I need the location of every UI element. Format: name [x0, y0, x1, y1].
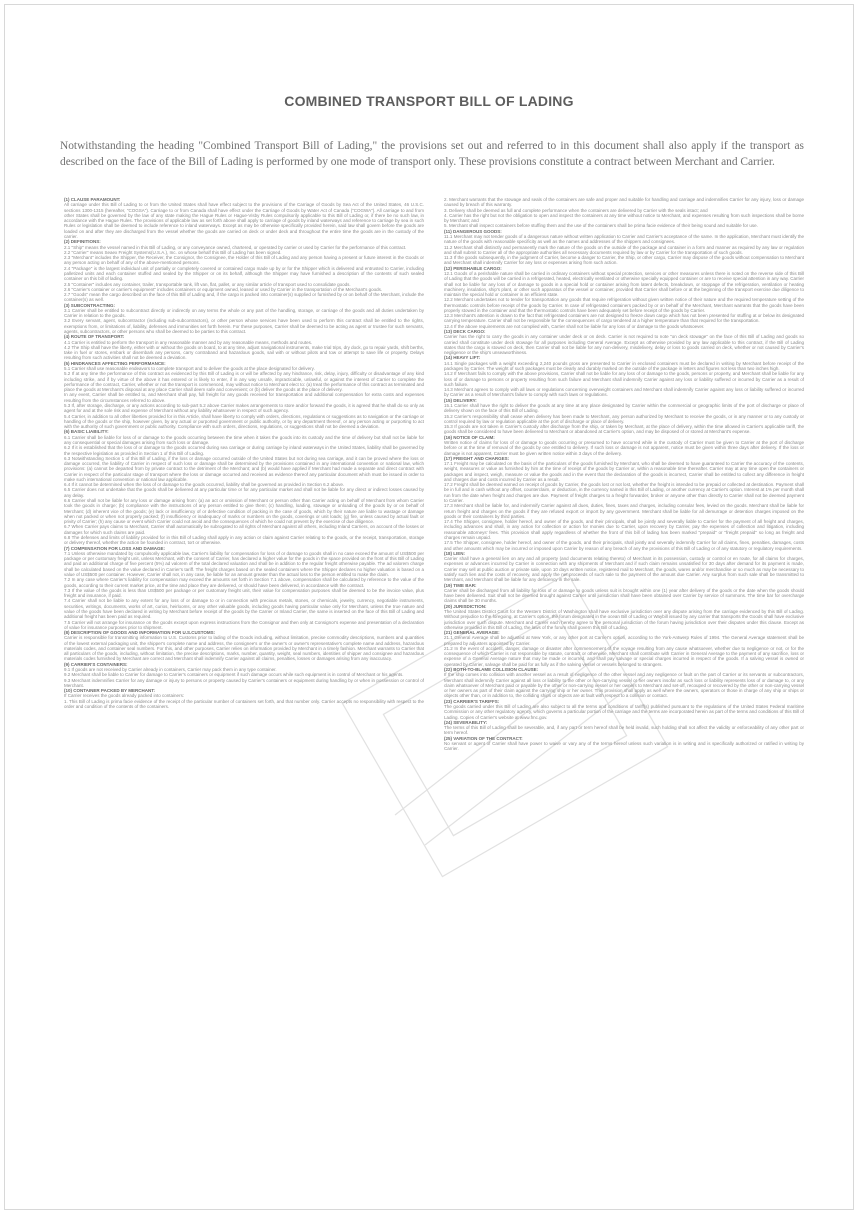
- clause-text: 2.2 "Carrier" means Seaex Freight Systems(U.S.A.), Inc. on whose behalf this Bill of Lading has been signed.: [64, 249, 282, 255]
- clause-text: Carrier is responsible for transmitting information to U.S. Customs prior to lading of the Goods including, without limitation, precise commodity descriptions, numbers and quantities of the lowest external packaging unit, the shipper's complete name and address, the consignee's or the owner's or owner's representative's complete name and address, hazardous materials codes, and container seal numbers. For this, and other purposes, Carrier relies on information provided by Merchant in a timely fashion. Merchant warrants to Carrier that all particulars of the goods, including, without limitation, the precise descriptions, marks, number, quantity, weight, seal numbers, identities of shipper and consignee and hazardous materials codes furnished by Merchant are correct and Merchant shall indemnify Carrier against all claims, penalties, losses or damages arising from any inaccuracy.: [64, 635, 424, 662]
- right-clause-paragraph: [444, 725, 804, 736]
- clause-heading: (16) NOTICE OF CLAIM:: [444, 434, 495, 440]
- left-clause-paragraph: [64, 620, 424, 631]
- left-clause-paragraph: [64, 255, 424, 266]
- clause-text: 14.2 If Merchant fails to comply with the above provisions, Carrier shall not be liable for any loss of or damage to the goods, persons or property, and Merchant shall be liable for any loss of or damage to persons or property resulting from such failure and Merchant shall indemnify Carrier against any loss or liability suffered or incurred by Carrier as a result of such failure.: [444, 371, 804, 387]
- left-clause-paragraph: [64, 266, 424, 282]
- clause-text: 7.2 In any case where Carrier's liability for compensation may exceed the amounts set forth in Section 7.1 above, compensation shall be calculated by reference to the value of the goods, according to their current market price, at the time and place they are delivered, or should have been delivered, in accordance with the contract.: [64, 577, 424, 588]
- clause-heading: (21) GENERAL AVERAGE:: [444, 630, 500, 636]
- clause-text: No servant or agent of Carrier shall have power to waive or vary any of the terms hereof unless such variation is in writing and is specifically authorized or ratified in writing by Carrier.: [444, 740, 804, 752]
- clause-text: 2.1 "Ship" means the vessel named in this Bill of Lading, or any conveyance owned, chartered, or operated by carrier or used by Carrier for the performance of this contract.: [64, 244, 407, 250]
- clause-text: 6.5 Carrier does not undertake that the goods shall be delivered at any particular time or for any particular market and shall not be liable for any direct or indirect losses caused by any delay.: [64, 487, 424, 498]
- clause-heading: (23) CARRIER'S TARIFFS:: [444, 698, 500, 704]
- clause-text: 17.1 Freight may be calculated on the basis of the particulars of the goods furnished by Merchant, who shall be deemed to have guaranteed to Carrier the accuracy of the contents, weight, measures or value as furnished by him at the time of receipt of the goods by Carrier or, within a reasonable time thereafter. Carrier may at any time open the containers or packages and inspect, weigh, measure or value the goods and in the event that the declaration of the goods is incorrect, Carrier shall be entitled to collect any difference in freight and charges due and costs incurred by Carrier as a result.: [444, 461, 804, 482]
- clause-heading: (5) HINDRANCES AFFECTING PERFORMANCE:: [64, 360, 166, 366]
- clause-heading: (11) DANGEROUS GOODS:: [444, 228, 502, 234]
- clause-text: 3.2 Every servant, agent, subcontractor (including sub-subcontractors), or other person whose services have been used to perform this contract shall be entitled to the rights, exemptions from, or limitations of, liability, defenses and immunities set forth herein. For these purposes, Carrier shall be deemed to be acting as agent or trustee for such servants, agents, subcontractors, or other persons who shall be deemed to be parties to this contract.: [64, 318, 424, 335]
- clause-text: If the ship comes into collision with another vessel as a result of negligence of the other vessel and any negligence or fault on the part of Carrier or its servants or subcontractors, Merchant shall indemnify Carrier against all loss or liability to the other or non-carrying vessel or her owners insofar as such loss or liability represents loss of or damage to, or any claim whatsoever of Merchant paid or payable by the other or non-carrying vessel or her owners to Merchant and set-off, recouped or recovered by the other or non-carrying vessel or her owners as part of their claim against the carrying ship or her owner. This provision shall apply as well where the owners, operators or those in charge of any ship or ships or objects other than, or in addition to, the colliding ships or objects are at fault with respect to a collision or contact.: [444, 672, 804, 699]
- clause-text: 9.1 If goods are not received by Carrier already in containers, Carrier may pack them in any type container.: [64, 667, 277, 673]
- right-clause-paragraph: [444, 197, 804, 208]
- left-clause-paragraph: [64, 524, 424, 535]
- left-clause-paragraph: [64, 403, 424, 414]
- left-clause-paragraph: [64, 292, 424, 303]
- left-clause-paragraph: [64, 371, 424, 392]
- clause-heading: (17) FREIGHT AND CHARGES:: [444, 455, 510, 461]
- right-clause-paragraph: [444, 556, 804, 582]
- clause-text: 12.1 Goods of a perishable nature shall be carried in ordinary containers without special protection, services or other measures unless there is noted on the reverse side of this Bill of Lading that the goods will be carried in a refrigerated, heated, electrically ventilated or otherwise specially equipped container or are to receive special attention in any way. Carrier shall not be liable for any loss of or damage to goods in a special hold or container arising from latent defects, breakdown, or stoppage of the refrigeration, ventilation or heating machinery, insulation, ship's plant, or other such apparatus of the vessel or container, provided that Carrier shall before or at the beginning of the transport exercise due diligence to maintain the special hold or container in an efficient state.: [444, 270, 804, 298]
- clause-text: 4.2 The Ship shall have the liberty, either with or without the goods on board, to at any time, adjust navigational instruments, make trial trips, dry dock, go to repair yards, shift berths, take in fuel or stores, embark or disembark any persons, carry contraband and hazardous goods, sail with or without pilots and tow or attempt to save life or property. Delays resulting from such activities shall not be deemed a deviation.: [64, 344, 424, 361]
- clause-text: 2.3 "Merchant" includes the Shipper, the Receiver, the Consignor, the Consignee, the Holder of this Bill of Lading and any person having a present or future interest in the Goods or any person acting on behalf of any of the above-mentioned persons.: [64, 255, 424, 266]
- clause-text: 2.4 "Package" is the largest individual unit of partially or completely covered or contained cargo made up by or for the Shipper which is delivered and entrusted to Carrier, including palletized units and each container stuffed and sealed by the Shipper or on its behalf, although the Shipper may have furnished a description of the contents of such sealed container on this bill of lading.: [64, 265, 424, 282]
- clause-heading: (8) DESCRIPTION OF GOODS AND INFORMATION FOR U.S.CUSTOMS:: [64, 630, 216, 636]
- left-clause-paragraph: [64, 308, 424, 319]
- right-clause-paragraph: [444, 482, 804, 503]
- clause-text: 14.1 Single packages with a weight exceeding 2,240 pounds gross are presented to Carrier in enclosed containers must be declared in writing by Merchant before receipt of the packages by Carrier. The weight of such packages must be clearly and durably marked on the outside of the package in letters and figures not less than two inches high.: [444, 360, 804, 371]
- right-clause-paragraph: [444, 245, 804, 256]
- clause-heading: (20) JURISDICTION:: [444, 603, 487, 609]
- left-clause-paragraph: [64, 197, 424, 239]
- left-clause-paragraph: [64, 598, 424, 619]
- right-clause-paragraph: [444, 704, 804, 720]
- clause-text: 7.4 Carrier shall not be liable to any extent for any loss of or damage to or in connection with precious metals, stones, or chemicals, jewelry, currency, negotiable instruments, securities, writings, documents, works of art, curios, heirlooms, or any other valuable goods, including goods having particular value only for Merchant, unless the true nature and value of the goods have been declared in writing by Merchant before receipt of the goods by the Carrier or Inland Carrier, the same is inserted on the face of this Bill of Lading and additional freight has been paid as required.: [64, 598, 424, 620]
- clause-text: 17.5 The Shipper, consignee, holder hereof, and owner of the goods, and their principals, shall jointly and severally indemnify Carrier for all claims, fines, penalties, damages, costs and other amounts which may be incurred or imposed upon Carrier by reason of any breach of any the provisions of this Bill of Lading or of any statutory or regulatory requirements.: [444, 540, 804, 551]
- right-clause-paragraph: [444, 234, 804, 245]
- right-clause-paragraph: [444, 334, 804, 355]
- clause-text: 5. Merchant shall inspect containers before stuffing them and the use of the containers shall be prima facie evidence of their being sound and suitable for use.: [444, 223, 758, 229]
- left-clause-paragraph: [64, 498, 424, 524]
- clause-text: 7.3 If the value of the goods is less than US$500 per package or per customary freight unit, their value for compensation purposes shall be deemed to be the invoice value, plus freight and insurance, if paid.: [64, 587, 424, 599]
- clause-text: 15.2 Carrier's responsibility shall cease when delivery has been made to Merchant, any person authorized by Merchant to receive the goods, or in any manner or to any custody or control required by law or regulation applicable at the port of discharge or place of delivery.: [444, 413, 804, 424]
- right-clause-paragraph: [444, 646, 804, 667]
- left-clause-paragraph: [64, 535, 424, 546]
- terms-right-column: [444, 197, 804, 1203]
- clause-text: 5.2 If at any time the performance of this contract as evidenced by this Bill of Lading is or will be affected by any hindrance, risk, delay, injury, difficulty or disadvantage of any kind including strike, and if by virtue of the above it has entered or is likely to enter, if in any way unsafe, impracticable, unlawful, or against the interest of Carrier to complete the performance of the contract, Carrier, whether or not the transport is commenced, may without notice to Merchant elect to: (a) treat the performance of this contract as terminated and place the goods at Merchant's disposal at any place Carrier shall deem safe and convenient; or (b) deliver the goods at the place of delivery.: [64, 371, 424, 393]
- right-clause-paragraph: [444, 297, 804, 313]
- clause-text: 2.6 "Carrier's container or carrier's equipment" includes containers or equipment owned, leased or used by Carrier in the transportation of the Merchant's goods.: [64, 286, 383, 292]
- clause-text: 11.2 Merchant shall distinctly and permanently mark the nature of the goods on the outside of the package and container in a form and manner as required by any law or regulation and shall submit to Carrier all of the appropriate authorities all necessary documents required by law or by Carrier for the transportation of such goods.: [444, 244, 804, 255]
- clause-text: 2.7 "Goods" mean the cargo described on the face of this Bill of Lading and, if the cargo is packed into container(s) supplied or furnished by or on behalf of the Merchant, include the container(s) as well.: [64, 292, 424, 303]
- left-clause-paragraph: [64, 551, 424, 577]
- left-clause-paragraph: [64, 445, 424, 456]
- clause-heading: (4) ROUTE OF TRANSPORT:: [64, 334, 125, 340]
- terms-left-column: [64, 197, 424, 1203]
- left-clause-paragraph: [64, 345, 424, 361]
- clause-text: 15.3 If goods are not taken in Carrier's custody after discharge from the ship, or taken by Merchant, at the place of delivery, within the time allowed in Carrier's applicable tariff, the goods shall be considered to have been delivered to Merchant or abandoned at Carrier's option, and may be disposed of or stored at Merchant's expense.: [444, 424, 804, 435]
- right-clause-paragraph: [444, 440, 804, 456]
- left-clause-paragraph: [64, 392, 424, 403]
- clause-heading: (10) CONTAINER PACKED BY MERCHANT:: [64, 688, 156, 694]
- document-page: [4, 4, 854, 1210]
- right-clause-paragraph: [444, 519, 804, 540]
- right-clause-paragraph: [444, 271, 804, 297]
- clause-heading: (6) BASIC LIABILITY:: [64, 429, 109, 435]
- clause-text: 2.5 "Container" includes any container, trailer, transportable tank, lift van, flat, pallet, or any similar article of transport used to consolidate goods.: [64, 281, 351, 287]
- clause-text: 12.2 Merchant undertakes not to tender for transportation any goods that require refrigeration without given written notice of their nature and the required temperature setting of the thermostatic controls before receipt of the goods by Carrier. In case of refrigerated containers packed by or on behalf of the Merchant, Merchant warrants that the goods have been properly stowed in the container and that the thermostatic controls have been adequately set before receipt of the goods by Carrier.: [444, 297, 804, 313]
- right-clause-paragraph: [444, 424, 804, 435]
- right-clause-paragraph: [444, 588, 804, 604]
- clause-heading: (7) COMPENSATION FOR LOSS AND DAMAGE:: [64, 545, 165, 551]
- clause-heading: (25) VARIATION OF THE CONTRACT:: [444, 735, 523, 741]
- right-clause-paragraph: [444, 672, 804, 698]
- left-clause-paragraph: [64, 699, 424, 710]
- clause-text: All carriage under this Bill of Lading to or from the United States shall have effect subject to the provisions of the Carriage of Goods by Sea Act of the United States, 46 U.S.C. sections 1300-1315 (hereafter, "COGSA"). Carriage to or from Canada shall have effect under the Carriage of Goods by Water Act of Canada ("COGWA"). All carriage to and from other States shall be governed by the law of any state making the Hague Rules or Hague-Visby Rules compulsorily applicable to this Bill of Lading or, if there be no such law, in accordance with the Hague Rules. The provisions of applicable law as set forth above shall apply to carriage of goods by inland waterways and reference to carriage by sea in such Rules or legislation shall be deemed to include reference to inland waterways. Except as may be otherwise specifically provided herein, said law shall govern before the goods are loaded on and after they are discharged from the vessel whether the goods are carried on deck or under deck and throughout the entire time the goods are in the custody of the carrier.: [64, 202, 424, 239]
- right-clause-paragraph: [444, 741, 804, 752]
- left-clause-paragraph: [64, 414, 424, 430]
- clause-text: Carrier shall be discharged from all liability for loss of or damage to goods unless suit is brought within one (1) year after delivery of the goods or the date when the goods should have been delivered. Suit shall not be deemed brought against Carrier until jurisdiction shall have been obtained over Carrier by service of summons. The time bar for overcharge claims shall be 30 months.: [444, 587, 804, 604]
- clause-heading: (13) DECK CARGO:: [444, 329, 486, 335]
- clause-text: 3. Delivery shall be deemed as full and complete performance when the containers are delivered by Carrier with the seals intact; and: [444, 207, 708, 213]
- clause-text: 9.2 Merchant shall be liable to Carrier for damage to Carrier's containers or equipment if such damage occurs while such equipment is in control of Merchant or his agents.: [64, 672, 404, 678]
- right-clause-paragraph: [444, 609, 804, 630]
- clause-text: 17.4 The Shipper, consignee, holder hereof, and owner of the goods, and their principals, shall be jointly and severally liable to Carrier for the payment of all freight and charges, including advances and shall, in any action for collection or action for monies due to Carrier, upon recovery by Carrier, pay the expenses of collection and litigation, including reasonable attorneys' fees. This provision shall apply regardless of whether the front of this bill of lading has been marked "prepaid" or "freight prepaid" so long as freight and charges remain unpaid.: [444, 519, 804, 540]
- right-clause-paragraph: [444, 503, 804, 519]
- clause-heading: (12) PERISHABLE CARGO:: [444, 265, 502, 271]
- clause-text: 15.1 Carrier shall have the right to deliver the goods at any time at any place designated by Carrier within the commercial or geographic limits of the port of discharge or place of delivery shown on the face of this Bill of Lading.: [444, 402, 804, 414]
- clause-text: 11.3 If the goods subsequently, in the judgment of Carrier, become a danger to Carrier, the Ship, or other cargo, Carrier may dispose of the goods without compensation to Merchant and Merchant shall indemnify Carrier for any loss or expenses arising from such action.: [444, 255, 804, 266]
- clause-heading: (2) DEFINITIONS:: [64, 239, 101, 245]
- clause-text: 5.3 If, after storage, discharge, or any actions according to sub-part 5.2 above Carrier makes arrangements to store and/or forward the goods, it is agreed that he shall do so only as agent for and at the sole risk and expense of Merchant without any liability whatsoever in respect of such agency.: [64, 402, 424, 414]
- clause-text: 6.2 If it is established that the loss of or damage to the goods occurred during sea carriage or during carriage by inland waterways in the United States, liability shall be governed by the respective legislation as provided in Section 1 of this Bill of Lading.: [64, 445, 424, 456]
- clause-heading: (9) CARRIER'S CONTAINERS:: [64, 661, 128, 667]
- right-clause-paragraph: [444, 540, 804, 551]
- right-clause-paragraph: [444, 361, 804, 372]
- clause-text: The goods carried under this Bill of Lading are also subject to all the terms and conditions of tariff(s) published pursuant to the regulations of the United States Federal maritime Commission or any other regulatory agency, which governs a particular portion of the carriage and the terms are incorporated herein as part of the terms and conditions of this Bill of Lading. Copies of Carrier's website at www.fmc.gov.: [444, 704, 804, 720]
- clause-text: If Carrier receives the goods already packed into containers:: [64, 693, 185, 699]
- clause-text: 7.1 Unless otherwise mandated by compulsorily applicable law, Carrier's liability for compensation for loss of or damage to goods shall in no case exceed the amount of US$500 per package or per customary freight unit, unless Merchant, with the consent of Carrier, has declared a higher value for the goods in the space provided on the front of this Bill of Lading and paid an additional charge of five percent (5%) ad valorem of the total declared valuation and shall be in addition to the regular freight otherwise payable. The ad valorem charge shall be calculated based on the value declared in Carrier's tariff. The freight charges based on the sealed containers where the Shipper declares no higher valuation is based on a value of US$500 per container. However, Carrier shall not, in any case, be liable for an amount greater than the actual loss to the person entitled to make the claim.: [64, 550, 424, 577]
- document-title: COMBINED TRANSPORT BILL OF LADING: [284, 93, 574, 109]
- clause-heading: (14) HEAVY LIFT:: [444, 355, 481, 361]
- clause-heading: (3) SUBCONTRACTING:: [64, 302, 115, 308]
- right-clause-paragraph: [444, 414, 804, 425]
- terms-columns: [64, 197, 804, 1203]
- clause-text: 6.6 Carrier shall not be liable for any loss or damage arising from: (a) an act or omission of Merchant or person other than Carrier acting on behalf of Merchant from whom Carrier took the goods in charge; (b) compliance with the instructions of any person entitled to give them; (c) handling, loading, stowage or unloading of the goods by or on behalf of Merchant; (d) inherent vice of the goods; (e) lack or insufficiency of or defective condition of packing in the case of goods, which by their nature are liable to wastage or damage when not packed or when not properly packed; (f) insufficiency or inadequacy of marks or numbers on the goods, coverings or unit loads; (g) fire, unless caused by actual fault or privity of Carrier; (h) any cause or event which Carrier could not avoid and the consequences of which he could not prevent by the exercise of due diligence.: [64, 498, 424, 525]
- clause-text: Carrier has the right to carry the goods in any container under deck or on deck. Carrier is not required to note "on deck stowage" on the face of this Bill of Lading and goods so carried shall constitute under deck stowage for all purposes including General Average. Except as otherwise provided by any law applicable to this contract, if the Bill of Lading states that the cargo is stowed on deck, then Carrier shall not be liable for any non-delivery, misdelivery, delay or loss to goods carried on deck, whether or not caused by Carrier's negligence or the ship's unseaworthiness.: [444, 334, 804, 356]
- left-clause-paragraph: [64, 678, 424, 689]
- left-clause-paragraph: [64, 435, 424, 446]
- clause-text: 11.1 Merchant may not tender goods of a dangerous nature without written application to Carrier and Carrier's acceptance of the same. In the application, Merchant must identify the nature of the goods with reasonable specificity as well as the names and addresses of the shippers and consignees.: [444, 233, 804, 245]
- clause-text: 3.1 Carrier shall be entitled to subcontract directly or indirectly on any terms the whole or any part of the handling, storage, or carriage of the goods and all duties undertaken by Carrier in relation to the goods.: [64, 307, 424, 319]
- clause-text: 21.2 In the event of accident, danger, damage or disaster after commencement of the voyage resulting from any cause whatsoever, whether due to negligence or not, or for the consequence of which Carrier is not responsible by statute, contract or otherwise, Merchant shall contribute with Carrier in General Average to the payment of any sacrifice, loss or expense of a General Average nature that may be made or incurred, and shall pay salvage or special charges incurred in respect of the goods. If a salving vessel is owned or operated by Carrier, salvage shall be paid for as fully as if the salving vessel or vessels belonged to strangers.: [444, 645, 804, 667]
- clause-text: The terms of this Bill of Lading shall be severable, and, if any part or term hereof shall be held invalid, such holding shall not affect the validity or enforceability of any other part or term hereof.: [444, 725, 804, 736]
- clause-text: 6.8 The defenses and limits of liability provided for in this Bill of Lading shall apply in any action or claim against Carrier relating to the goods, or the receipt, transportation, storage or delivery thereof, whether the action be founded in contract, tort or otherwise.: [64, 535, 424, 546]
- left-clause-paragraph: [64, 577, 424, 588]
- clause-text: Written notice of claims for loss of or damage to goods occurring or presumed to have occurred while in the custody of Carrier must be given to Carrier at the port of discharge before or at the time of removal of the goods by one entitled to delivery. If such loss or damage is not apparent, notice must be given within three days after delivery. If the loss or damage is not apparent, Carrier must be given written notice within 3 days of the delivery.: [444, 439, 804, 456]
- clause-heading: (22) BOTH-TO-BLAME COLLISION CLAUSE:: [444, 667, 539, 673]
- right-clause-paragraph: [444, 635, 804, 646]
- clause-heading: (19) TIME BAR:: [444, 582, 477, 588]
- clause-text: 12.3 Merchant's attention is drawn to the fact that refrigerated containers are not designed to freeze down cargo which has not been presented for stuffing at or below its designated carrying temperature. Carrier shall not be responsible for the consequences of cargo tendered at a higher temperature than that required for the transportation.: [444, 313, 804, 324]
- clause-text: In any event, Carrier shall be entitled to, and Merchant shall pay, full freight for any goods received for transportation and additional compensation for extra costs and expenses resulting from the circumstances referred to above.: [64, 392, 424, 403]
- clause-heading: (1) CLAUSE PARAMOUNT:: [64, 197, 121, 202]
- preamble-text: Notwithstanding the heading "Combined Transport Bill of Lading," the provisions set out and referred to in this document shall also apply if the transport as described on the face of the Bill of Lading is performed by one mode of transport only. These provisions constitute a contract between Merchant and Carrier.: [60, 140, 804, 168]
- left-clause-paragraph: [64, 487, 424, 498]
- clause-text: 5.4 Carrier, in addition to all other liberties provided for in this Article, shall have liberty to comply with orders, directions, regulations or suggestions as to navigation or the carriage or handling of the goods or the ship, however given, by any actual or purported government or public authority, or by any department thereof, or any person acting or purporting to act with the authority of such government or public authority. Compliance with such orders, directions, regulations, or suggestions shall not be deemed a deviation.: [64, 413, 424, 430]
- clause-text: 2. Merchant warrants that the stowage and seals of the containers are safe and proper and suitable for handling and carriage and indemnifies Carrier for any injury, loss or damage caused by breach of this warranty.: [444, 197, 804, 208]
- clause-text: 14.3 Merchant agrees to comply with all laws or regulations concerning overweight containers and Merchant shall indemnify Carrier against any loss or liability suffered or incurred by Carrier as a result of Merchant's failure to comply with such laws or regulations.: [444, 387, 804, 398]
- clause-text: 12.4 If the above requirements are not complied with, Carrier shall not be liable for any loss of or damage to the goods whatsoever.: [444, 323, 705, 329]
- clause-text: 4.1 Carrier is entitled to perform the transport in any reasonable manner and by any reasonable means, methods and routes.: [64, 339, 313, 345]
- clause-text: 9.3 Merchant indemnifies Carrier for any damage or injury to persons or property caused by Carrier's containers or equipment during handling by or when in possession or control of Merchant.: [64, 677, 424, 688]
- right-clause-paragraph: [444, 461, 804, 482]
- clause-text: 6.3 Notwithstanding Section 1 of this Bill of Lading, if the loss or damage occurred outside of the United States but not during sea carriage, and it can be proved where the loss or damage occurred, the liability of Carrier in respect of such loss or damage shall be determined by the provisions contained in any international convention or national law, which provisions: (a) cannot be departed from by private contract to the detriment of the Merchant; and (b) would have applied if Merchant had made a separate and direct contract with Carrier in respect of the particular stage of transport where the loss or damage occurred and received as evidence thereof any particular document which must be issued in order to make such international convention or national law applicable.: [64, 455, 424, 482]
- clause-text: 6.4 If it cannot be determined when the loss of or damage to the goods occurred, liability shall be governed as provided in Section 6.2 above.: [64, 482, 345, 488]
- clause-text: 4. Carrier has the right but not the obligation to open and inspect the containers at any time without notice to Merchant, and expenses resulting from such inspections shall be borne by Merchant; and: [444, 212, 804, 224]
- clause-text: 21.1 General Average shall be adjusted at New York, or any other port at Carrier's option, according to the York-Antwerp Rules of 1994. The General Average statement shall be prepared by adjusters appointed by Carrier.: [444, 635, 804, 646]
- clause-text: 6.7 When Carrier pays claims to Merchant, Carrier shall automatically be subrogated to all rights of Merchant against all others, including Inland Carriers, on account of the losses or damages for which such claims are paid.: [64, 524, 424, 535]
- clause-text: Carrier shall have a general lien on any and all property (and documents relating thereto) of Merchant in its possession, custody or control or en route, for all claims for charges, expenses or advances incurred by Carrier in connection with any shipments of Merchant and if such claim remains unsatisfied for 30 days after demand for its payment is made, Carrier may sell at public auction or private sale, upon 10 days written notice, registered mail to Merchant, the goods, wares and/or merchandise or so much as may be necessary to satisfy such lien and the costs of recovery, and apply the net proceeds of such sale to the payment of the amount due Carrier. Any surplus from such sale shall be transmitted to Merchant, and Merchant shall be liable for any deficiency in the sale.: [444, 556, 804, 583]
- clause-text: 7.5 Carrier will not arrange for insurance on the goods except upon express instructions from the Consignor and then only at Consignor's expense and presentation of a declaration of value for insurance purposes prior to shipment.: [64, 619, 424, 630]
- left-clause-paragraph: [64, 318, 424, 334]
- clause-text: The United States District Court for the Western District of Washington shall have exclusive jurisdiction over any dispute arising from the carriage evidenced by this Bill of Lading. Without prejudice to the foregoing, at Carrier's option, the forum designated in the ocean Bill of Lading or Waybill issued by any carrier that transports the Goods shall have exclusive jurisdiction over such dispute. Merchant and Carrier each hereby agree to the personal jurisdiction of the forum having jurisdiction over their disputes under this clause. Except as otherwise provided in this Bill of Lading, the laws of the forum shall govern this Bill of Lading.: [444, 608, 804, 630]
- right-clause-paragraph: [444, 403, 804, 414]
- left-clause-paragraph: [64, 635, 424, 661]
- clause-text: 17.3 Merchant shall be liable for, and indemnify Carrier against all dues, duties, fines, taxes and charges, including consular fees, levied on the goods. Merchant shall be liable for return freight and charges on the goods if they are refused export or import by any government. Merchant shall be liable for all demurrage or detention charges imposed on the goods or their containers by third parties.: [444, 503, 804, 519]
- clause-heading: (18) LIEN:: [444, 550, 466, 556]
- right-clause-paragraph: [444, 213, 804, 224]
- clause-text: 17.2 Freight shall be deemed earned on receipt of goods by Carrier, the goods lost or not lost, whether the freight is intended to be prepaid or collected at destination. Payment shall be in full and in cash without any offset, counterclaim, or deduction, in the currency named in this Bill of Lading, or another currency at Carrier's option. Interest at 1% per month shall run from the date when freight and charges are due. Payment of freight charges to a freight forwarder, broker or anyone other than directly to Carrier shall not be deemed payment to Carrier.: [444, 482, 804, 504]
- clause-heading: (15) DELIVERY:: [444, 397, 477, 403]
- left-clause-paragraph: [64, 588, 424, 599]
- right-clause-paragraph: [444, 313, 804, 324]
- left-clause-paragraph: [64, 456, 424, 482]
- clause-text: 5.1 Carrier shall use reasonable endeavors to complete transport and to deliver the goods at the place designated for delivery.: [64, 366, 315, 371]
- clause-heading: (24) SEVERABILITY:: [444, 719, 488, 725]
- right-clause-paragraph: [444, 371, 804, 387]
- clause-text: 1. This Bill of Lading is prima facie evidence of the receipt of the particular number of containers set forth, and that number only. Carrier accepts no responsibility with respect to the order and condition of the contents of the containers.: [64, 698, 424, 709]
- right-clause-paragraph: [444, 255, 804, 266]
- clause-text: 6.1 Carrier shall be liable for loss of or damage to the goods occurring between the time when it takes the goods into its custody and the time of delivery but shall not be liable for any consequential or special damages arising from such loss or damage.: [64, 434, 424, 445]
- right-clause-paragraph: [444, 387, 804, 398]
